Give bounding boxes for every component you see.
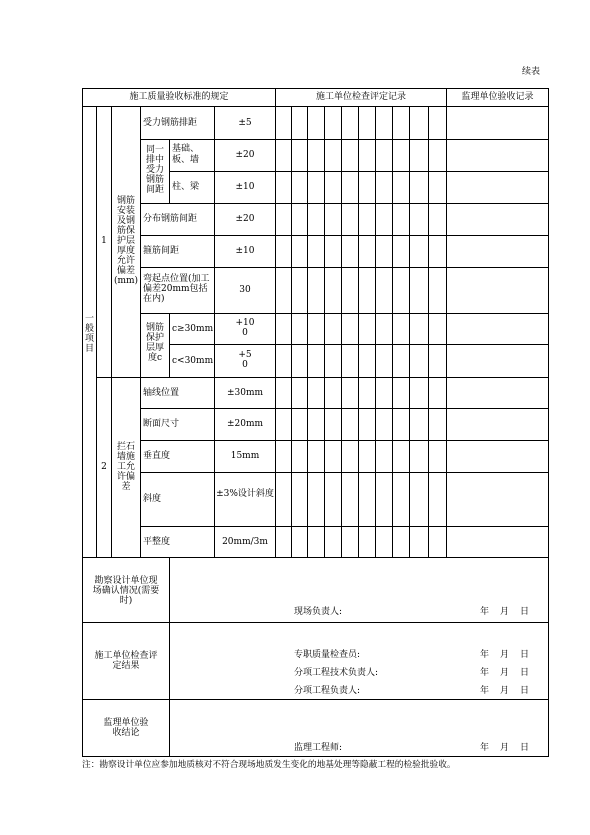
g2-item-section: 断面尺寸 [143,419,180,429]
g1-sub-foundation: 基础、板、墙 [172,144,200,165]
header-standard: 施工质量验收标准的规定 [129,92,229,102]
col-divider-category [96,106,97,558]
g1-same-row-label: 同一排中受力钢筋间距 [145,145,164,195]
project-lead-month: 月 [500,686,510,696]
g2-tol-flatness: 20mm/3m [222,537,268,547]
survey-person-label: 现场负责人: [294,607,343,617]
record-col [392,106,393,558]
col-divider-group [140,106,141,558]
g1-tol-column-beam: ±10 [235,182,255,192]
survey-month: 月 [500,607,510,617]
sign-row-line [82,622,549,623]
record-col [307,106,308,558]
footnote: 注：勘察设计单位应参加地质核对不符合现场地质发生变化的地基处理等隐蔽工程的检验批验收。 [82,760,456,770]
g2-tol-axis: ±30mm [226,388,264,398]
row-line [140,313,549,314]
col-divider-number [111,106,112,558]
tech-lead-label: 分项工程技术负责人: [294,668,379,678]
tech-lead-day: 日 [520,668,530,678]
record-col [291,106,292,558]
g1-item-stirrup: 箍筋间距 [143,246,180,256]
project-lead-day: 日 [520,686,530,696]
row-line [140,235,549,236]
g2-tol-verticality: 15mm [230,451,260,461]
sub-divider-cover [169,313,170,377]
row-line [140,139,549,140]
g1-tol-cover-ge30-lower: 0 [242,328,248,338]
g1-tol-cover-lt30-lower: 0 [242,360,248,370]
group2-label: 拦石墙施工允许偏差 [116,442,135,492]
project-lead-label: 分项工程负责人: [294,686,361,696]
row-line [140,267,549,268]
project-lead-year: 年 [480,686,490,696]
supervisor-year: 年 [480,743,490,753]
g2-item-verticality: 垂直度 [143,451,171,461]
g2-tol-section: ±20mm [226,419,264,429]
g1-tol-stirrup: ±10 [235,246,255,256]
g1-item-bend-point: 弯起点位置(加工偏差20mm包括在内) [143,274,210,304]
col-divider-record [446,88,447,558]
table-border-bottom [82,756,549,757]
g2-item-flatness: 平整度 [143,537,171,547]
group2-number: 2 [101,462,107,472]
record-col [428,106,429,558]
record-col [375,106,376,558]
supervision-conclusion-label: 监理单位验收结论 [103,718,149,738]
tech-lead-year: 年 [480,668,490,678]
header-supervision-record: 监理单位验收记录 [461,92,534,102]
g1-sub-cover-lt30: c<30mm [172,356,214,366]
table-border-left [82,88,83,757]
supervisor-month: 月 [500,743,510,753]
survey-year: 年 [480,607,490,617]
g1-sub-cover-ge30: c≥30mm [172,324,214,334]
row-line [140,526,549,527]
group1-number: 1 [101,236,107,246]
category-label: 一般项目 [84,314,94,354]
g1-sub-column-beam: 柱、梁 [172,182,200,192]
items-end-line [82,557,549,558]
inspector-day: 日 [520,650,530,660]
g1-tol-foundation: ±20 [235,150,255,160]
supervisor-day: 日 [520,743,530,753]
row-line [140,408,549,409]
g1-item-distribution: 分布钢筋间距 [143,214,198,224]
table-border-right [548,88,549,757]
continued-label: 续表 [522,67,541,77]
row-line [140,440,549,441]
g1-tol-cover-lt30-upper: +5 [238,350,252,360]
row-line [169,171,549,172]
construction-result-label: 施工单位检查评定结果 [94,651,158,671]
group1-label: 钢筋安装及钢筋保护层厚度允许偏差(mm) [113,196,139,286]
survey-day: 日 [520,607,530,617]
row-line [140,203,549,204]
g1-tol-bend-point: 30 [239,285,251,295]
header-divider [82,106,549,107]
g1-item-main-bar-spacing: 受力钢筋排距 [143,118,198,128]
g1-tol-distribution: ±20 [235,214,255,224]
record-col [324,106,325,558]
tech-lead-month: 月 [500,668,510,678]
inspector-label: 专职质量检查员: [294,650,361,660]
col-divider-standard [275,88,276,558]
g1-tol-main-bar-spacing: ±5 [238,118,252,128]
g1-tol-cover-ge30-upper: +10 [235,318,255,328]
record-col [341,106,342,558]
g2-tol-slope: ±3%设计斜度 [216,489,274,499]
sign-row-line [82,699,549,700]
g1-cover-label: 钢筋保护层厚度c [145,323,164,363]
inspector-year: 年 [480,650,490,660]
sign-col-divider [169,557,170,757]
table-border-top [82,88,549,89]
g2-item-slope: 斜度 [143,494,162,504]
inspector-month: 月 [500,650,510,660]
record-col [358,106,359,558]
header-construction-record: 施工单位检查评定记录 [315,92,406,102]
row-line [140,472,549,473]
record-col [409,106,410,558]
group-separator [96,377,549,378]
g2-item-axis: 轴线位置 [143,388,180,398]
row-line [169,344,549,345]
survey-label: 勘察设计单位现场确认情况(需要时) [92,576,160,606]
supervisor-label: 监理工程师: [294,743,343,753]
